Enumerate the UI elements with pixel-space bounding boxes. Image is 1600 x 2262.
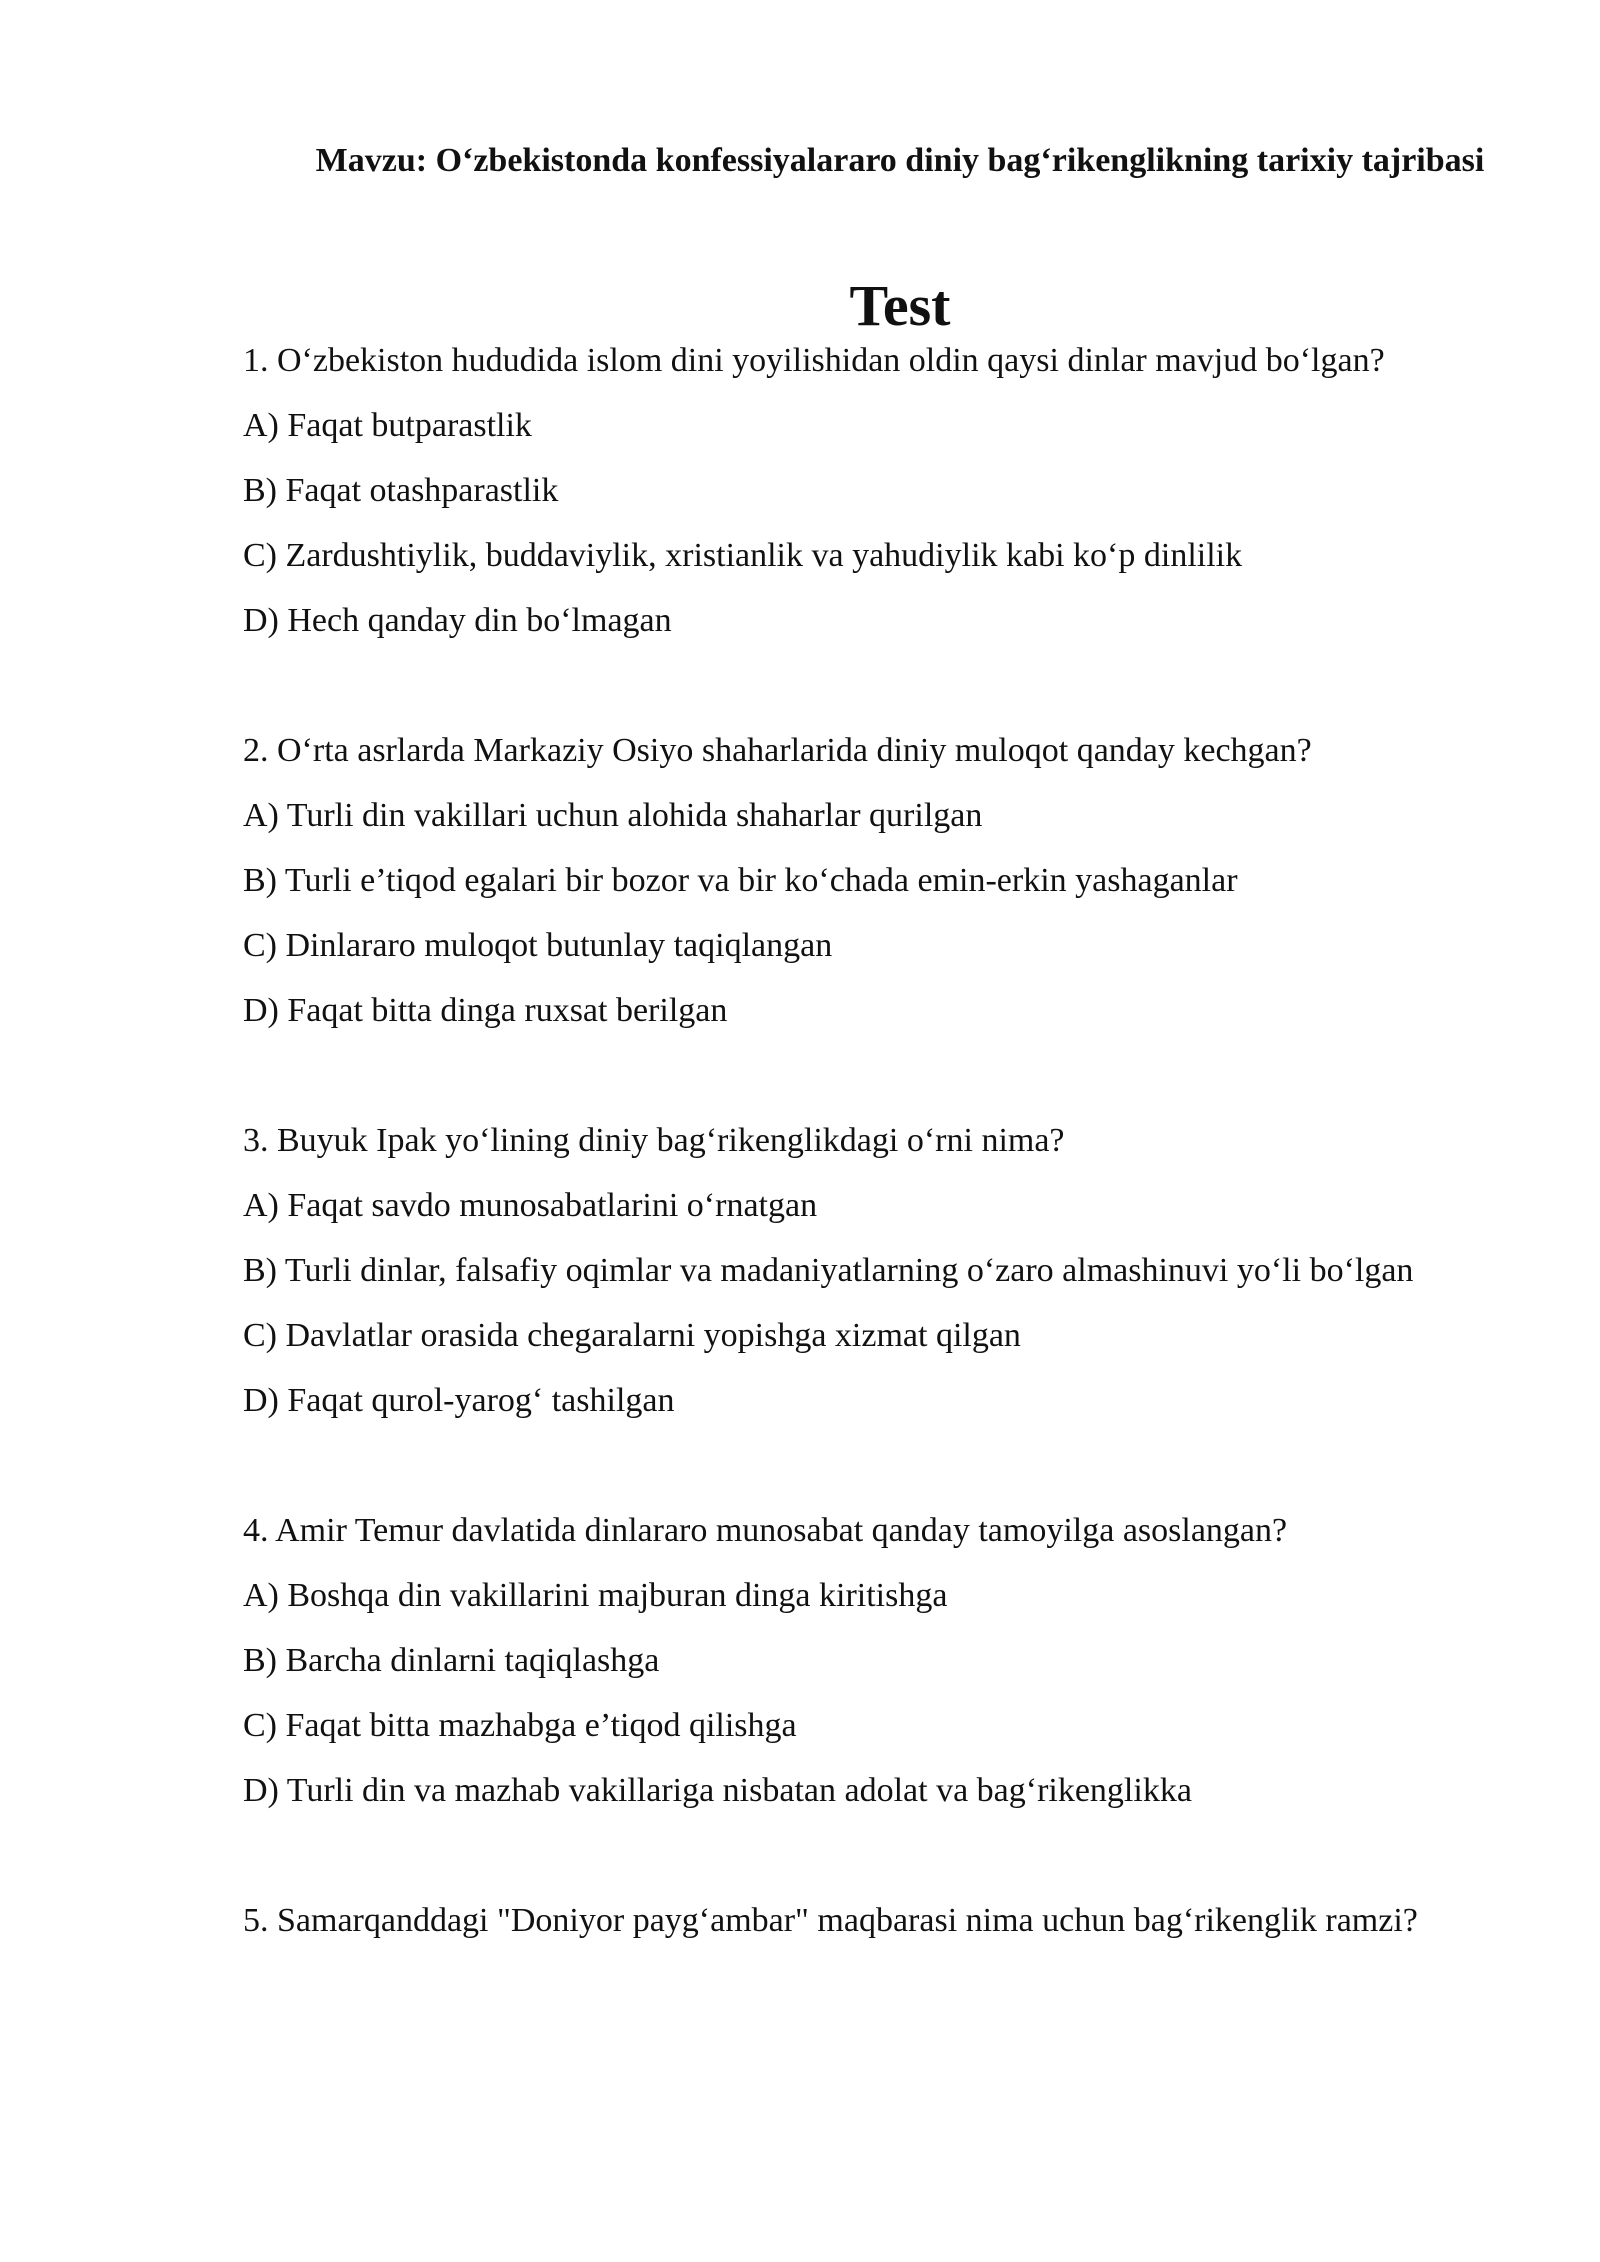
question-2-option-d: D) Faqat bitta dinga ruxsat berilgan bbox=[243, 992, 728, 1029]
question-4-option-c: C) Faqat bitta mazhabga e’tiqod qilishga bbox=[243, 1707, 797, 1744]
question-block-1 bbox=[243, 328, 1543, 653]
question-4-text: 4. Amir Temur davlatida dinlararo munosabat qanday tamoyilga asoslangan? bbox=[243, 1512, 1288, 1549]
question-5-text: 5. Samarqanddagi "Doniyor payg‘ambar" maqbarasi nima uchun bag‘rikenglik ramzi? bbox=[243, 1902, 1418, 1939]
question-4-option-b: B) Barcha dinlarni taqiqlashga bbox=[243, 1642, 660, 1679]
document-title: Test bbox=[849, 273, 951, 338]
question-2-text: 2. O‘rta asrlarda Markaziy Osiyo shaharlarida diniy muloqot qanday kechgan? bbox=[243, 732, 1312, 769]
question-1-option-d: D) Hech qanday din bo‘lmagan bbox=[243, 602, 672, 639]
question-3-option-d: D) Faqat qurol-yarog‘ tashilgan bbox=[243, 1382, 675, 1419]
question-2-option-b: B) Turli e’tiqod egalari bir bozor va bir ko‘chada emin-erkin yashaganlar bbox=[243, 862, 1238, 899]
question-1-option-b: B) Faqat otashparastlik bbox=[243, 472, 559, 509]
question-2-option-c: C) Dinlararo muloqot butunlay taqiqlangan bbox=[243, 927, 833, 964]
question-3-option-c: C) Davlatlar orasida chegaralarni yopishga xizmat qilgan bbox=[243, 1317, 1021, 1354]
question-1-option-c: C) Zardushtiylik, buddaviylik, xristianlik va yahudiylik kabi ko‘p dinlilik bbox=[243, 537, 1243, 574]
question-2-option-a: A) Turli din vakillari uchun alohida shaharlar qurilgan bbox=[243, 797, 983, 834]
questions-list bbox=[243, 328, 1543, 1953]
question-1-option-a: A) Faqat butparastlik bbox=[243, 407, 532, 444]
question-3-text: 3. Buyuk Ipak yo‘lining diniy bag‘rikenglikdagi o‘rni nima? bbox=[243, 1122, 1065, 1159]
question-block-3 bbox=[243, 1108, 1543, 1433]
question-1-text: 1. O‘zbekiston hududida islom dini yoyilishidan oldin qaysi dinlar mavjud bo‘lgan? bbox=[243, 342, 1385, 379]
question-block-4 bbox=[243, 1498, 1543, 1823]
question-4-option-d: D) Turli din va mazhab vakillariga nisbatan adolat va bag‘rikenglikka bbox=[243, 1772, 1192, 1809]
question-3-option-a: A) Faqat savdo munosabatlarini o‘rnatgan bbox=[243, 1187, 818, 1224]
question-block-5 bbox=[243, 1888, 1543, 1953]
question-3-option-b: B) Turli dinlar, falsafiy oqimlar va madaniyatlarning o‘zaro almashinuvi yo‘li bo‘lgan bbox=[243, 1252, 1414, 1289]
document-topic: Mavzu: O‘zbekistonda konfessiyalararo diniy bag‘rikenglikning tarixiy tajribasi bbox=[315, 142, 1485, 179]
question-4-option-a: A) Boshqa din vakillarini majburan dinga kiritishga bbox=[243, 1577, 948, 1614]
question-block-2 bbox=[243, 718, 1543, 1043]
